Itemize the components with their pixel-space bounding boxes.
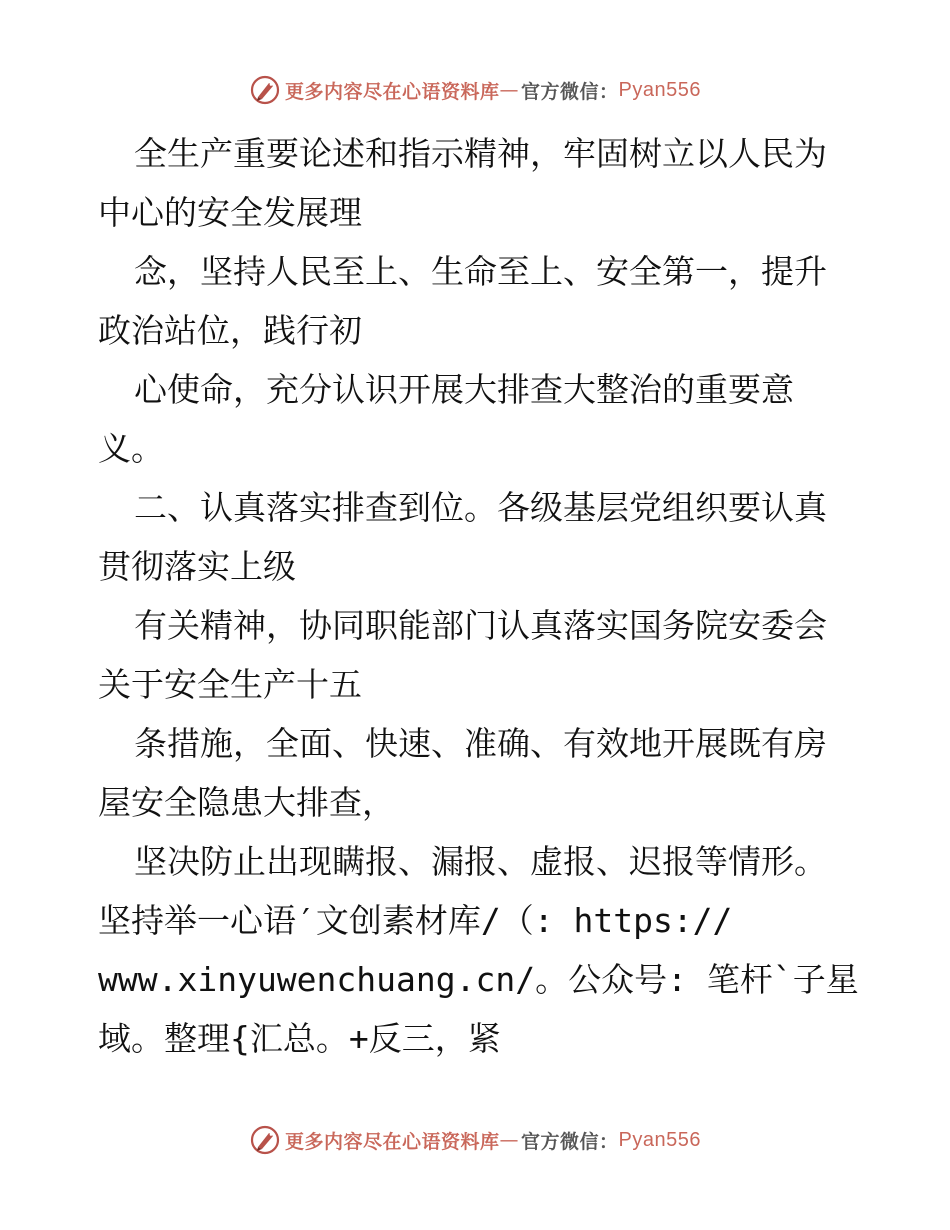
banner-wechat-id: Pyan556 — [618, 78, 701, 101]
text-line: www.xinyuwenchuang.cn/。公众号: 笔杆`子星 — [98, 960, 859, 999]
text-line: 二、认真落实排查到位。各级基层党组织要认真 — [134, 488, 827, 527]
text-line: 念，坚持人民至上、生命至上、安全第一，提升 — [134, 252, 827, 291]
banner-wechat-id: Pyan556 — [618, 1128, 701, 1151]
text-line: 全生产重要论述和指示精神，牢固树立以人民为 — [134, 134, 827, 173]
body-text — [98, 124, 858, 1068]
text-line: 域。整理{汇总。+反三，紧 — [98, 1019, 501, 1058]
pen-logo-icon — [249, 74, 281, 106]
pen-logo-icon — [249, 1124, 281, 1156]
text-line: 条措施，全面、快速、准确、有效地开展既有房 — [134, 724, 827, 763]
text-line: 义。 — [98, 429, 164, 468]
banner-dash: — — [499, 1129, 520, 1151]
text-line: 关于安全生产十五 — [98, 665, 362, 704]
banner-site-text: 更多内容尽在心语资料库 — [285, 80, 500, 103]
text-line: 坚持举一心语′文创素材库/（: https:// — [98, 901, 733, 940]
banner-wechat-label: 官方微信： — [521, 1130, 619, 1153]
text-line: 坚决防止出现瞒报、漏报、虚报、迟报等情形。 — [134, 842, 827, 881]
banner-dash: — — [499, 79, 520, 101]
text-line: 贯彻落实上级 — [98, 547, 296, 586]
footer-banner — [0, 1122, 950, 1158]
text-line: 政治站位，践行初 — [98, 311, 362, 350]
banner-site-text: 更多内容尽在心语资料库 — [285, 1130, 500, 1153]
header-banner — [0, 72, 950, 108]
text-line: 屋安全隐患大排查， — [98, 783, 395, 822]
banner-wechat-label: 官方微信： — [521, 80, 619, 103]
text-line: 有关精神，协同职能部门认真落实国务院安委会 — [134, 606, 827, 645]
text-line: 中心的安全发展理 — [98, 193, 362, 232]
text-line: 心使命，充分认识开展大排查大整治的重要意 — [134, 370, 794, 409]
